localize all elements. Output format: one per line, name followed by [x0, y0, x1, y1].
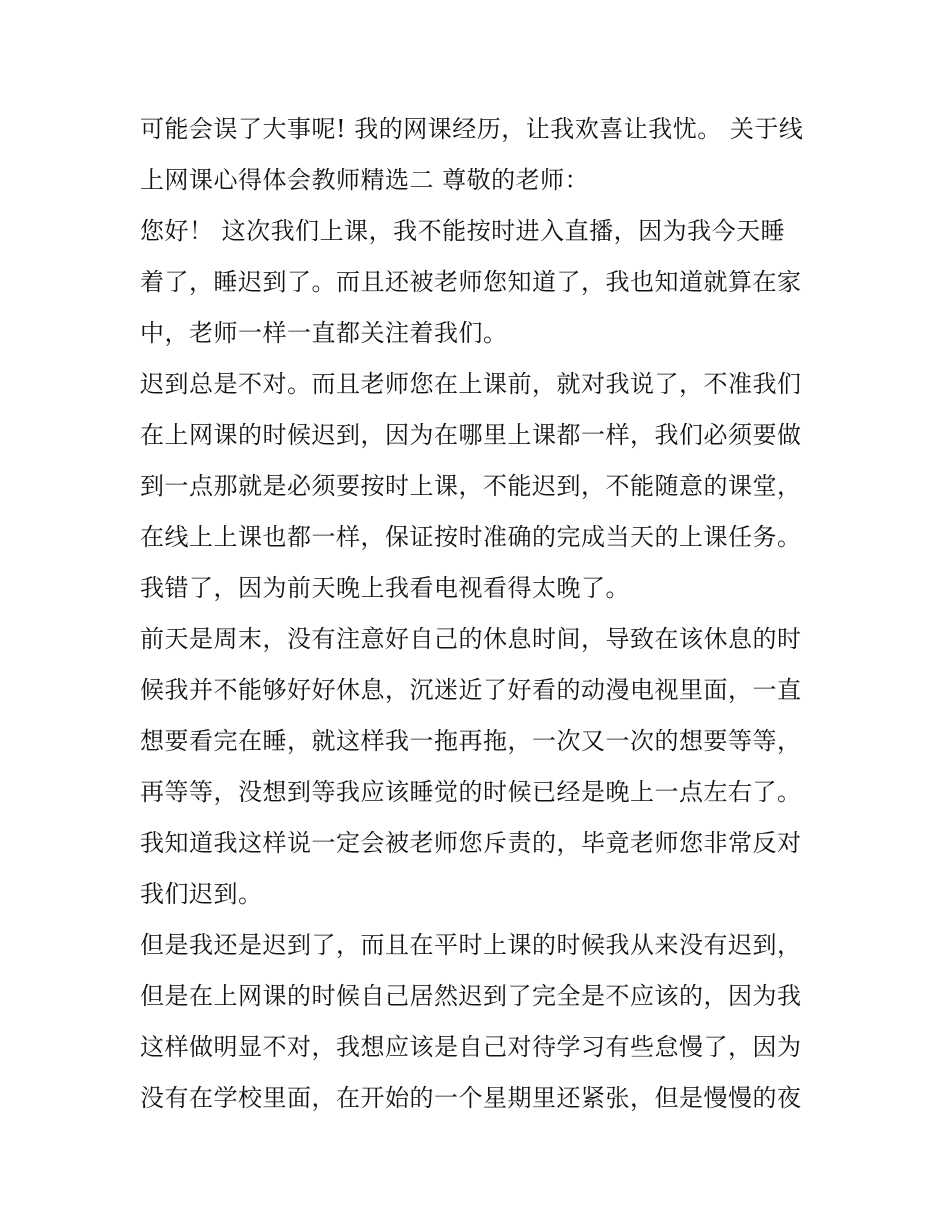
text-line: 候我并不能够好好休息，沉迷近了好看的动漫电视里面，一直 — [140, 676, 802, 704]
text-line: 到一点那就是必须要按时上课，不能迟到，不能随意的课堂， — [140, 472, 802, 500]
text-line: 我们迟到。 — [140, 880, 263, 908]
text-line: 在上网课的时候迟到，因为在哪里上课都一样，我们必须要做 — [140, 421, 802, 449]
text-line: 这样做明显不对，我想应该是自己对待学习有些怠慢了，因为 — [140, 1033, 802, 1061]
text-line: 但是我还是迟到了，而且在平时上课的时候我从来没有迟到， — [140, 931, 802, 959]
text-line: 中，老师一样一直都关注着我们。 — [140, 319, 508, 347]
text-line: 可能会误了大事呢! 我的网课经历，让我欢喜让我忧。 关于线 — [140, 115, 804, 143]
text-line: 迟到总是不对。而且老师您在上课前，就对我说了，不准我们 — [140, 370, 802, 398]
text-line: 但是在上网课的时候自己居然迟到了完全是不应该的，因为我 — [140, 982, 802, 1010]
document-body — [140, 104, 820, 1124]
text-line: 再等等，没想到等我应该睡觉的时候已经是晚上一点左右了。 — [140, 778, 802, 806]
text-line: 着了，睡迟到了。而且还被老师您知道了，我也知道就算在家 — [140, 268, 802, 296]
text-line: 您好！ 这次我们上课，我不能按时进入直播，因为我今天睡 — [140, 217, 786, 245]
text-line: 上网课心得体会教师精选二 尊敬的老师： — [140, 166, 590, 194]
text-line: 我错了，因为前天晚上我看电视看得太晚了。 — [140, 574, 630, 602]
text-line: 在线上上课也都一样，保证按时准确的完成当天的上课任务。 — [140, 523, 802, 551]
text-line: 想要看完在睡，就这样我一拖再拖，一次又一次的想要等等， — [140, 727, 802, 755]
text-line: 没有在学校里面，在开始的一个星期里还紧张，但是慢慢的夜 — [140, 1084, 802, 1112]
text-line: 前天是周末，没有注意好自己的休息时间，导致在该休息的时 — [140, 625, 802, 653]
text-line: 我知道我这样说一定会被老师您斥责的，毕竟老师您非常反对 — [140, 829, 802, 857]
